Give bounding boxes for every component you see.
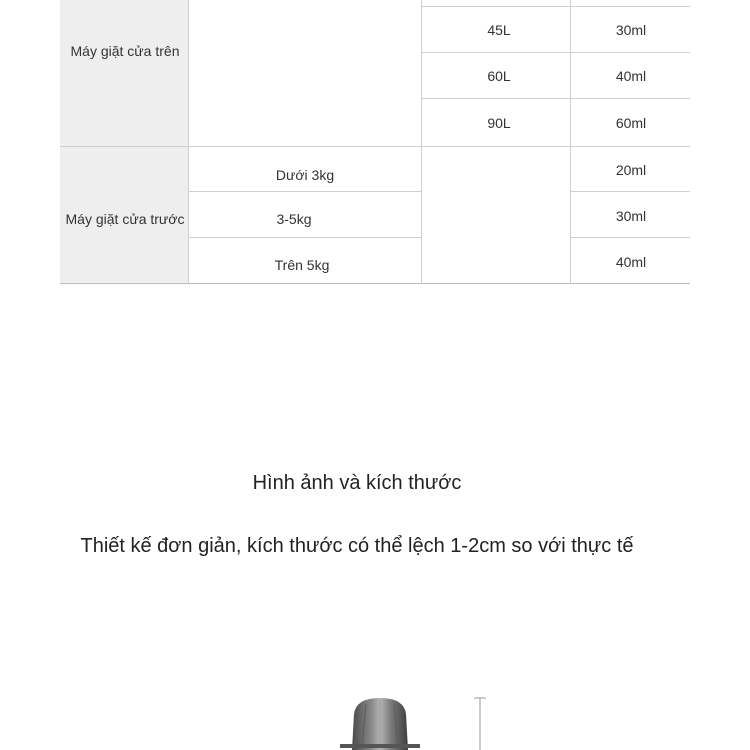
capacity-cell: 60L xyxy=(487,68,511,84)
weight-cell: Trên 5kg xyxy=(274,257,330,273)
grid-hline xyxy=(421,52,690,53)
top-loader-label: Máy giặt cửa trên xyxy=(70,43,180,59)
grid-hline xyxy=(570,191,690,192)
dosage-cell: 20ml xyxy=(615,162,647,178)
section-subtitle: Thiết kế đơn giản, kích thước có thể lệch 1-2cm so với thực tế xyxy=(80,535,634,557)
dosage-cell: 30ml xyxy=(615,22,647,38)
grid-vline xyxy=(570,0,571,284)
dosage-cell: 30ml xyxy=(615,208,647,224)
grid-hline xyxy=(421,6,690,7)
top-loader-label-cell xyxy=(60,0,188,146)
grid-hline xyxy=(188,237,421,238)
weight-cell: 3-5kg xyxy=(276,211,312,227)
capacity-cell: 90L xyxy=(487,115,511,131)
grid-hline xyxy=(570,237,690,238)
grid-hline xyxy=(188,191,421,192)
dosage-cell: 40ml xyxy=(615,254,647,270)
capacity-cell: 45L xyxy=(487,22,511,38)
dosage-cell: 60ml xyxy=(615,115,647,131)
grid-hline xyxy=(60,146,690,147)
grid-hline xyxy=(60,283,690,284)
dosage-table xyxy=(0,0,750,290)
section-title: Hình ảnh và kích thước xyxy=(252,472,462,494)
front-loader-label: Máy giặt cửa trước xyxy=(65,211,185,227)
grid-hline xyxy=(421,98,690,99)
weight-cell: Dưới 3kg xyxy=(275,167,335,183)
grid-vline xyxy=(421,0,422,284)
product-image xyxy=(330,690,510,750)
grid-vline xyxy=(188,0,189,284)
dosage-cell: 40ml xyxy=(615,68,647,84)
